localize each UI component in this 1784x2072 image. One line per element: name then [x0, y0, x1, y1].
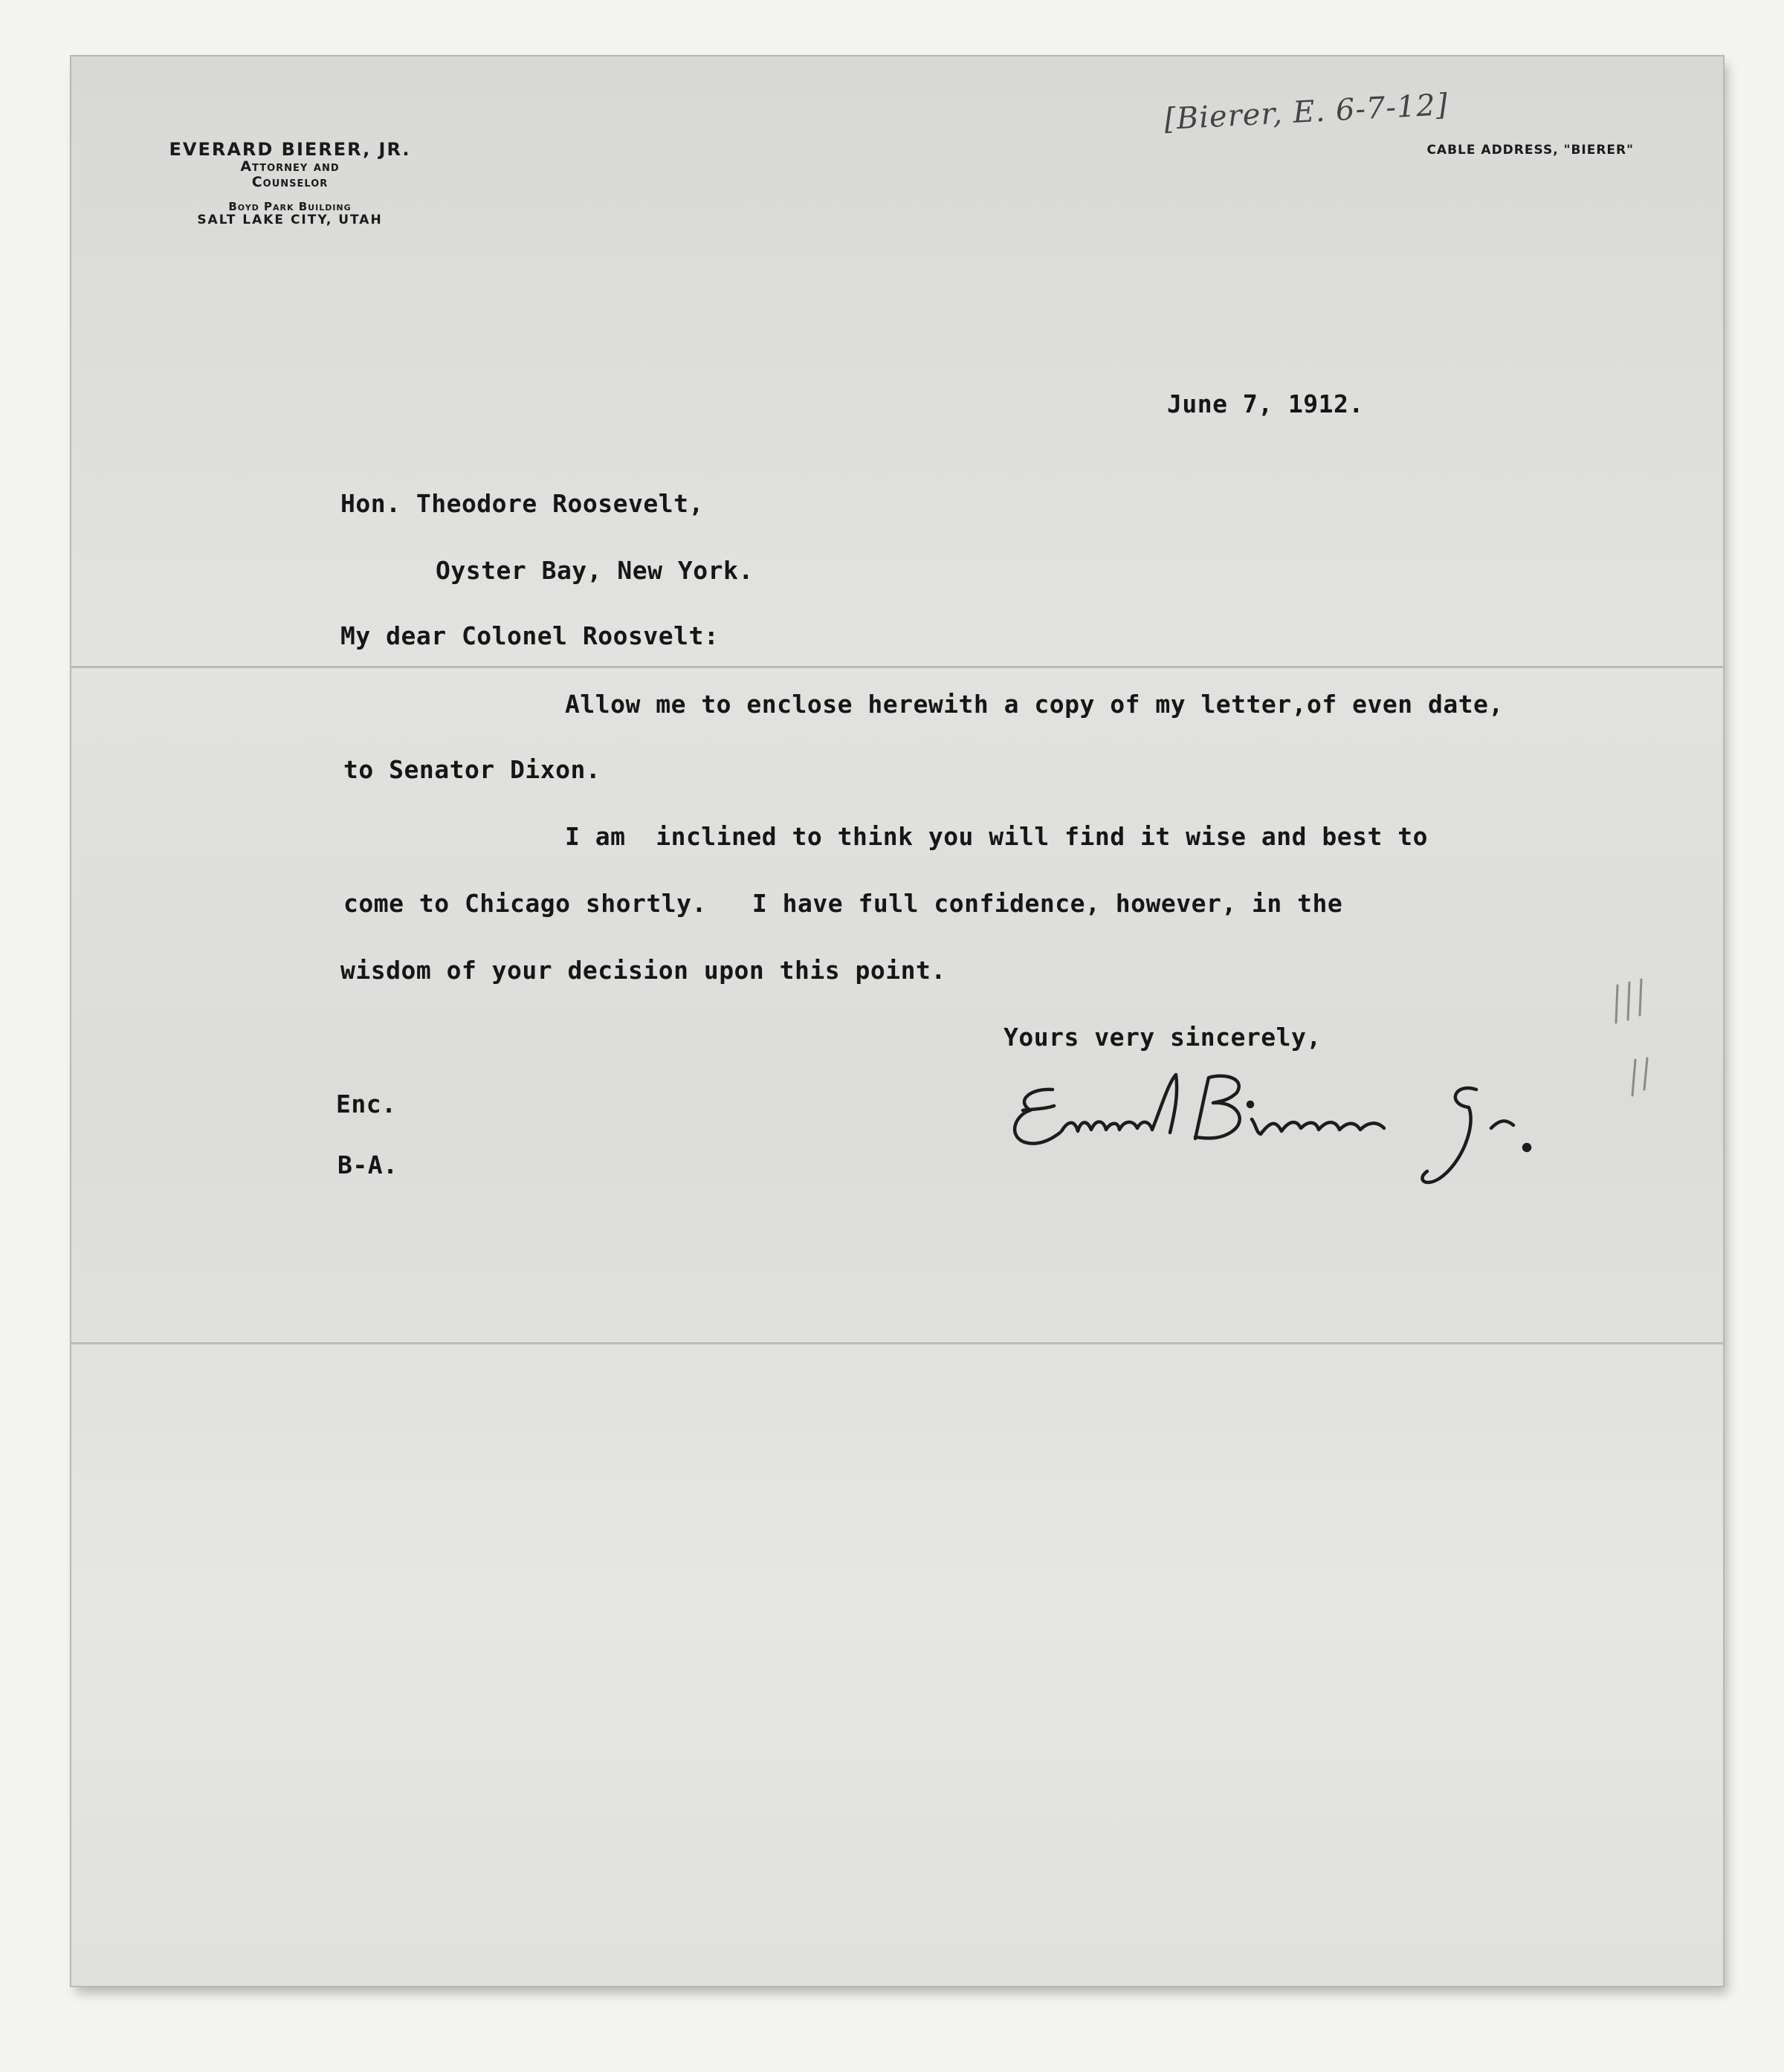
- letter-sheet: [71, 56, 1723, 1986]
- margin-pencil-mark: [1603, 971, 1670, 1119]
- letterhead-city: SALT LAKE CITY, UTAH: [197, 212, 383, 227]
- paragraph2-line2: come to Chicago shortly. I have full confidence, however, in the: [343, 889, 1343, 918]
- paragraph2-line3: wisdom of your decision upon this point.: [340, 956, 946, 985]
- fold-line-lower: [71, 1342, 1723, 1344]
- recipient-address: Oyster Bay, New York.: [436, 556, 754, 585]
- reference-initials: B-A.: [337, 1150, 398, 1179]
- handwritten-signature: [1001, 1067, 1610, 1201]
- cable-address: CABLE ADDRESS, "BIERER": [1426, 143, 1634, 158]
- letterhead-role-line1: Attorney and: [240, 158, 340, 175]
- enclosure-note: Enc.: [336, 1090, 397, 1118]
- paragraph1-line1: Allow me to enclose herewith a copy of my letter,of even date,: [565, 690, 1504, 719]
- letterhead-role-line2: Counselor: [251, 174, 329, 191]
- paragraph2-line1: I am inclined to think you will find it wise and best to: [565, 822, 1428, 851]
- letterhead-name: EVERARD BIERER, JR.: [169, 139, 411, 160]
- paragraph1-line2: to Senator Dixon.: [343, 755, 601, 784]
- recipient-name: Hon. Theodore Roosevelt,: [340, 489, 704, 518]
- closing: Yours very sincerely,: [1003, 1023, 1322, 1052]
- letter-date: June 7, 1912.: [1167, 389, 1364, 418]
- letterhead-building: Boyd Park Building: [228, 200, 352, 214]
- fold-line-upper: [71, 666, 1723, 668]
- letterhead: [164, 140, 416, 227]
- salutation: My dear Colonel Roosvelt:: [340, 621, 720, 650]
- archive-annotation: [Bierer, E. 6-7-12]: [1163, 88, 1450, 137]
